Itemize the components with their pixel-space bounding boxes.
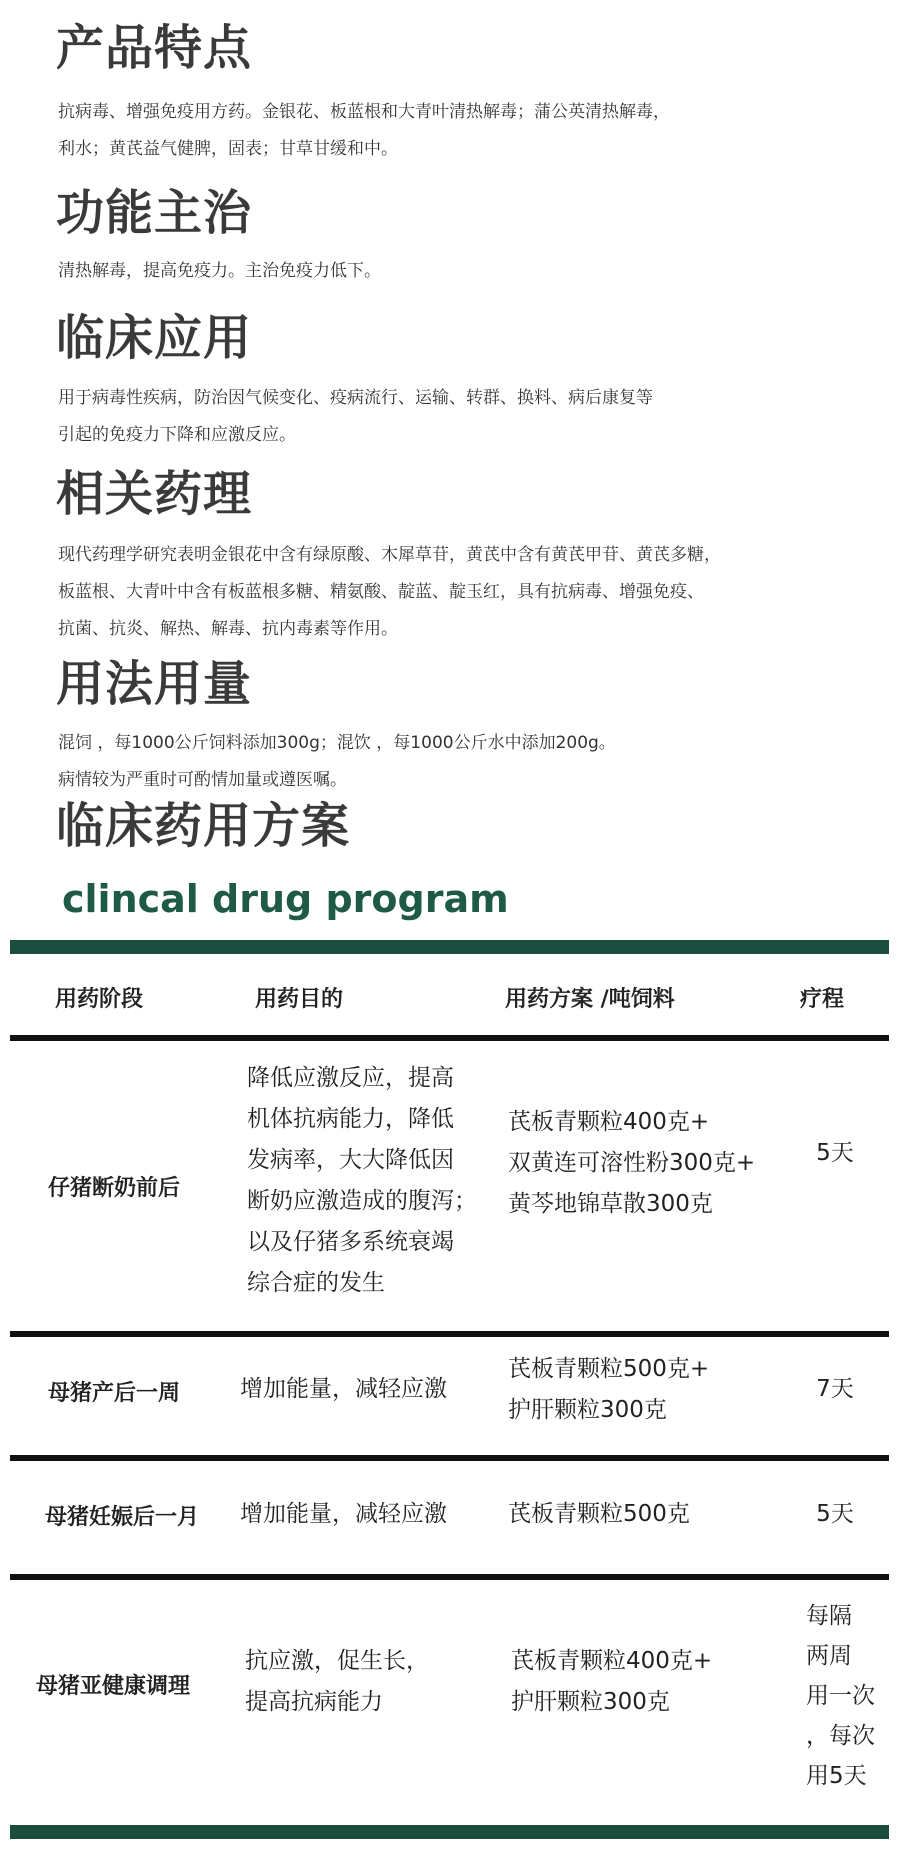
plan-line: 护肝颗粒300克 [508,1397,667,1423]
plan-line: 芪板青颗粒500克+ [508,1356,710,1382]
body-line: 混饲 ，每1000公斤饲料添加300g；混饮 ，每1000公斤水中添加200g。 [58,733,616,753]
plan-line: 双黄连可溶性粉300克+ [508,1150,756,1176]
row1-course [800,1133,870,1174]
section-body-pharmacology [58,537,818,648]
row3-course [800,1494,870,1535]
row-divider [10,1331,889,1337]
course-line: 两周 [806,1643,852,1669]
course-line: 用5天 [806,1763,867,1789]
purpose-line: 以及仔猪多系统衰竭 [247,1229,454,1255]
section-title-features: 产品特点 [56,20,253,76]
section-title-functions: 功能主治 [56,185,253,241]
body-line: 利水；黄芪益气健脾，固表；甘草甘缓和中。 [58,139,398,159]
section-body-features [58,94,818,168]
course-line: 用一次 [806,1683,875,1709]
body-line: 板蓝根、大青叶中含有板蓝根多糖、精氨酸、靛蓝、靛玉红，具有抗病毒、增强免疫、 [58,582,704,602]
purpose-line: 综合症的发生 [247,1270,385,1296]
course-line: ，每次 [806,1723,875,1749]
section-body-dosage [58,725,818,799]
row1-stage: 仔猪断奶前后 [48,1176,181,1201]
course-line: 每隔 [806,1603,852,1629]
table-bottom-bar [10,1825,889,1839]
purpose-line: 增加能量，减轻应激 [240,1376,447,1402]
program-subtitle: clincal drug program [62,877,509,921]
row4-course [806,1596,875,1796]
row1-purpose [247,1058,477,1304]
row3-purpose [240,1494,447,1535]
row4-plan [511,1641,712,1723]
row4-purpose [245,1641,429,1723]
section-title-clinical-use: 临床应用 [56,310,253,366]
purpose-line: 增加能量，减轻应激 [240,1501,447,1527]
section-title-dosage: 用法用量 [56,656,253,712]
body-line: 用于病毒性疾病，防治因气候变化、疫病流行、运输、转群、换料、病后康复等 [58,388,653,408]
row4-stage: 母猪亚健康调理 [36,1674,191,1699]
purpose-line: 抗应激，促生长， [245,1648,429,1674]
body-line: 现代药理学研究表明金银花中含有绿原酸、木犀草苷，黄芪中含有黄芪甲苷、黄芪多糖， [58,545,721,565]
row-divider [10,1574,889,1580]
body-line: 病情较为严重时可酌情加量或遵医嘱。 [58,770,347,790]
section-body-clinical-use [58,380,818,454]
body-line: 清热解毒，提高免疫力。主治免疫力低下。 [58,261,381,281]
body-line: 抗病毒、增强免疫用方药。金银花、板蓝根和大青叶清热解毒；蒲公英清热解毒， [58,102,670,122]
program-title: 临床药用方案 [56,798,351,854]
purpose-line: 降低应激反应，提高 [247,1065,454,1091]
header-purpose: 用药目的 [255,987,344,1012]
table-header-rule [10,1035,889,1041]
row2-stage: 母猪产后一周 [48,1381,181,1406]
plan-line: 护肝颗粒300克 [511,1689,670,1715]
row1-plan [508,1102,755,1225]
purpose-line: 提高抗病能力 [245,1689,383,1715]
row2-course [800,1369,870,1410]
course-line: 5天 [816,1140,854,1166]
plan-line: 芪板青颗粒500克 [508,1501,690,1527]
plan-line: 芪板青颗粒400克+ [511,1648,713,1674]
body-line: 抗菌、抗炎、解热、解毒、抗内毒素等作用。 [58,619,398,639]
body-line: 引起的免疫力下降和应激反应。 [58,425,296,445]
row-divider [10,1455,889,1461]
course-line: 5天 [816,1501,854,1527]
row3-stage: 母猪妊娠后一月 [45,1505,200,1530]
header-course: 疗程 [800,987,845,1012]
purpose-line: 机体抗病能力，降低 [247,1106,454,1132]
row3-plan [508,1494,690,1535]
plan-line: 黄芩地锦草散300克 [508,1191,713,1217]
purpose-line: 断奶应激造成的腹泻； [247,1188,477,1214]
row2-purpose [240,1369,447,1410]
section-title-pharmacology: 相关药理 [56,466,253,522]
row2-plan [508,1349,709,1431]
plan-line: 芪板青颗粒400克+ [508,1109,710,1135]
header-plan: 用药方案 /吨饲料 [505,987,675,1012]
purpose-line: 发病率，大大降低因 [247,1147,454,1173]
section-body-functions [58,253,818,290]
course-line: 7天 [816,1376,854,1402]
header-stage: 用药阶段 [55,987,144,1012]
table-top-bar [10,940,889,954]
